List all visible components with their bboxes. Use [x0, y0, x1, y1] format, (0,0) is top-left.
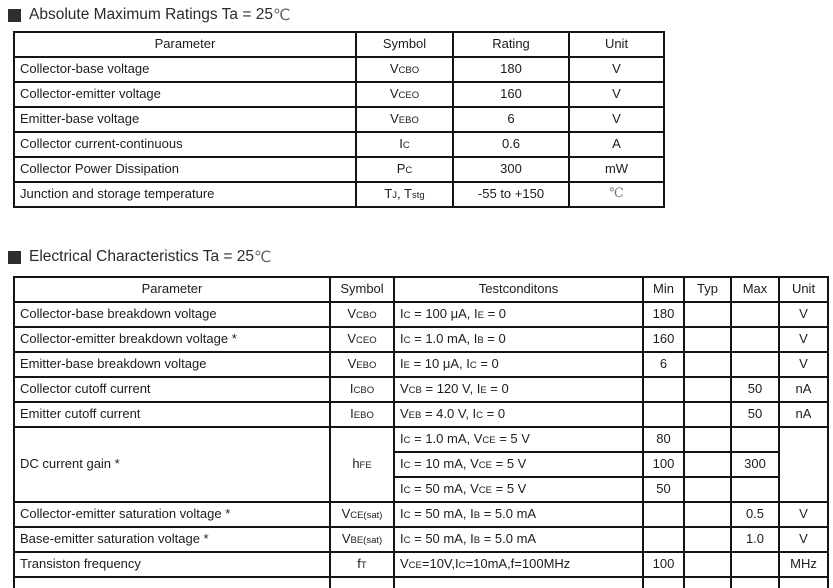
- table-row: [14, 57, 664, 82]
- table-row: [14, 427, 828, 452]
- cell-min: [643, 527, 684, 552]
- table-row: [14, 327, 828, 352]
- cell-unit: V: [779, 327, 828, 352]
- cell-symbol: fT: [330, 552, 394, 577]
- cell-unit: A: [569, 132, 664, 157]
- table-row: [14, 377, 828, 402]
- table-row: [14, 302, 828, 327]
- column-header-typ: Typ: [684, 277, 731, 302]
- cell-testcondition: VEB = 4.0 V, IC = 0: [394, 402, 643, 427]
- cell-symbol: VCE(sat): [330, 502, 394, 527]
- cell-max: [731, 552, 779, 577]
- electrical-characteristics-body: [14, 302, 828, 588]
- cell-min: 6: [643, 352, 684, 377]
- clipped-row: [14, 577, 828, 588]
- cell-parameter: Emitter cutoff current: [14, 402, 330, 427]
- section-title-electrical-characteristics: [8, 248, 833, 266]
- column-header-symbol: Symbol: [330, 277, 394, 302]
- cell-testcondition: IC = 50 mA, IB = 5.0 mA: [394, 502, 643, 527]
- cell-rating: 160: [453, 82, 569, 107]
- cell-min: 160: [643, 327, 684, 352]
- cell-max: [731, 302, 779, 327]
- cell-symbol: ICBO: [330, 377, 394, 402]
- cell-unit: V: [779, 302, 828, 327]
- cell-min: 100: [643, 552, 684, 577]
- cell-symbol: VCBO: [330, 302, 394, 327]
- cell-symbol: PC: [356, 157, 453, 182]
- cell-rating: 300: [453, 157, 569, 182]
- cell-testcondition: VCB = 120 V, IE = 0: [394, 377, 643, 402]
- section-title-text: Absolute Maximum Ratings Ta = 25: [29, 6, 273, 23]
- cell-symbol: VCEO: [330, 327, 394, 352]
- cell-testcondition: IC = 1.0 mA, IB = 0: [394, 327, 643, 352]
- cell-unit: mW: [569, 157, 664, 182]
- cell-parameter: Collector-emitter breakdown voltage *: [14, 327, 330, 352]
- absolute-maximum-ratings-body: [14, 57, 664, 207]
- cell-max: [731, 427, 779, 452]
- column-header-min: Min: [643, 277, 684, 302]
- cell-empty: [14, 577, 330, 588]
- table-row: [14, 502, 828, 527]
- table-row: [14, 527, 828, 552]
- cell-parameter: Transiston frequency: [14, 552, 330, 577]
- cell-parameter: Collector-base voltage: [14, 57, 356, 82]
- cell-parameter: DC current gain *: [14, 427, 330, 502]
- cell-typ: [684, 377, 731, 402]
- degree-celsius-symbol: ℃: [272, 6, 291, 24]
- cell-symbol: IEBO: [330, 402, 394, 427]
- cell-typ: [684, 527, 731, 552]
- cell-symbol: VEBO: [356, 107, 453, 132]
- cell-empty: [330, 577, 394, 588]
- cell-symbol: TJ, Tstg: [356, 182, 453, 207]
- table-row: [14, 352, 828, 377]
- section-title-text: Electrical Characteristics Ta = 25: [29, 248, 254, 265]
- cell-empty: [684, 577, 731, 588]
- cell-unit: V: [569, 107, 664, 132]
- cell-max: [731, 327, 779, 352]
- cell-empty: [394, 577, 643, 588]
- column-header-unit: Unit: [569, 32, 664, 57]
- cell-typ: [684, 477, 731, 502]
- cell-testcondition: IC = 1.0 mA, VCE = 5 V: [394, 427, 643, 452]
- table-row: [14, 182, 664, 207]
- cell-empty: [643, 577, 684, 588]
- cell-empty: [779, 577, 828, 588]
- column-header-unit: Unit: [779, 277, 828, 302]
- cell-max: 1.0: [731, 527, 779, 552]
- cell-unit: V: [779, 502, 828, 527]
- cell-testcondition: IC = 50 mA, IB = 5.0 mA: [394, 527, 643, 552]
- column-header-parameter: Parameter: [14, 32, 356, 57]
- cell-rating: -55 to +150: [453, 182, 569, 207]
- cell-rating: 180: [453, 57, 569, 82]
- cell-max: 50: [731, 402, 779, 427]
- cell-parameter: Collector-base breakdown voltage: [14, 302, 330, 327]
- section-bullet-icon: [8, 9, 21, 22]
- cell-unit: V: [779, 352, 828, 377]
- cell-max: 50: [731, 377, 779, 402]
- cell-symbol: hFE: [330, 427, 394, 502]
- cell-testcondition: VCE=10V,IC=10mA,f=100MHz: [394, 552, 643, 577]
- degree-celsius-symbol: ℃: [254, 248, 272, 266]
- table-row: [14, 552, 828, 577]
- cell-parameter: Junction and storage temperature: [14, 182, 356, 207]
- cell-parameter: Collector Power Dissipation: [14, 157, 356, 182]
- cell-min: [643, 402, 684, 427]
- cell-typ: [684, 427, 731, 452]
- cell-min: 80: [643, 427, 684, 452]
- cell-rating: 6: [453, 107, 569, 132]
- cell-empty: [731, 577, 779, 588]
- electrical-characteristics-table: [13, 276, 829, 588]
- cell-parameter: Emitter-base breakdown voltage: [14, 352, 330, 377]
- cell-testcondition: IE = 10 μA, IC = 0: [394, 352, 643, 377]
- cell-unit: nA: [779, 402, 828, 427]
- table-header-row: [14, 277, 828, 302]
- cell-min: [643, 502, 684, 527]
- cell-max: [731, 352, 779, 377]
- cell-min: 50: [643, 477, 684, 502]
- cell-unit: ℃: [569, 182, 664, 207]
- table-row: [14, 157, 664, 182]
- cell-symbol: VCBO: [356, 57, 453, 82]
- cell-testcondition: IC = 50 mA, VCE = 5 V: [394, 477, 643, 502]
- cell-unit: V: [779, 527, 828, 552]
- column-header-rating: Rating: [453, 32, 569, 57]
- cell-symbol: VCEO: [356, 82, 453, 107]
- table-row: [14, 82, 664, 107]
- section-bullet-icon: [8, 251, 21, 264]
- table-row: [14, 107, 664, 132]
- cell-parameter: Emitter-base voltage: [14, 107, 356, 132]
- table-row: [14, 402, 828, 427]
- cell-min: 180: [643, 302, 684, 327]
- column-header-symbol: Symbol: [356, 32, 453, 57]
- cell-rating: 0.6: [453, 132, 569, 157]
- absolute-maximum-ratings-table: [13, 31, 665, 208]
- cell-unit: V: [569, 57, 664, 82]
- cell-parameter: Collector-emitter saturation voltage *: [14, 502, 330, 527]
- cell-typ: [684, 552, 731, 577]
- cell-parameter: Collector cutoff current: [14, 377, 330, 402]
- cell-symbol: IC: [356, 132, 453, 157]
- cell-unit: V: [569, 82, 664, 107]
- cell-max: 300: [731, 452, 779, 477]
- cell-typ: [684, 402, 731, 427]
- table-header-row: [14, 32, 664, 57]
- column-header-testconditions: Testconditons: [394, 277, 643, 302]
- column-header-max: Max: [731, 277, 779, 302]
- cell-max: 0.5: [731, 502, 779, 527]
- cell-parameter: Collector current-continuous: [14, 132, 356, 157]
- cell-typ: [684, 327, 731, 352]
- section-title-absolute-maximum-ratings: [8, 0, 833, 24]
- cell-symbol: VBE(sat): [330, 527, 394, 552]
- cell-parameter: Collector-emitter voltage: [14, 82, 356, 107]
- column-header-parameter: Parameter: [14, 277, 330, 302]
- cell-testcondition: IC = 100 μA, IE = 0: [394, 302, 643, 327]
- cell-typ: [684, 302, 731, 327]
- cell-unit: MHz: [779, 552, 828, 577]
- table-row: [14, 132, 664, 157]
- cell-max: [731, 477, 779, 502]
- cell-unit: nA: [779, 377, 828, 402]
- cell-unit: [779, 427, 828, 502]
- cell-testcondition: IC = 10 mA, VCE = 5 V: [394, 452, 643, 477]
- cell-symbol: VEBO: [330, 352, 394, 377]
- cell-min: 100: [643, 452, 684, 477]
- cell-typ: [684, 352, 731, 377]
- cell-parameter: Base-emitter saturation voltage *: [14, 527, 330, 552]
- cell-min: [643, 377, 684, 402]
- cell-typ: [684, 502, 731, 527]
- cell-typ: [684, 452, 731, 477]
